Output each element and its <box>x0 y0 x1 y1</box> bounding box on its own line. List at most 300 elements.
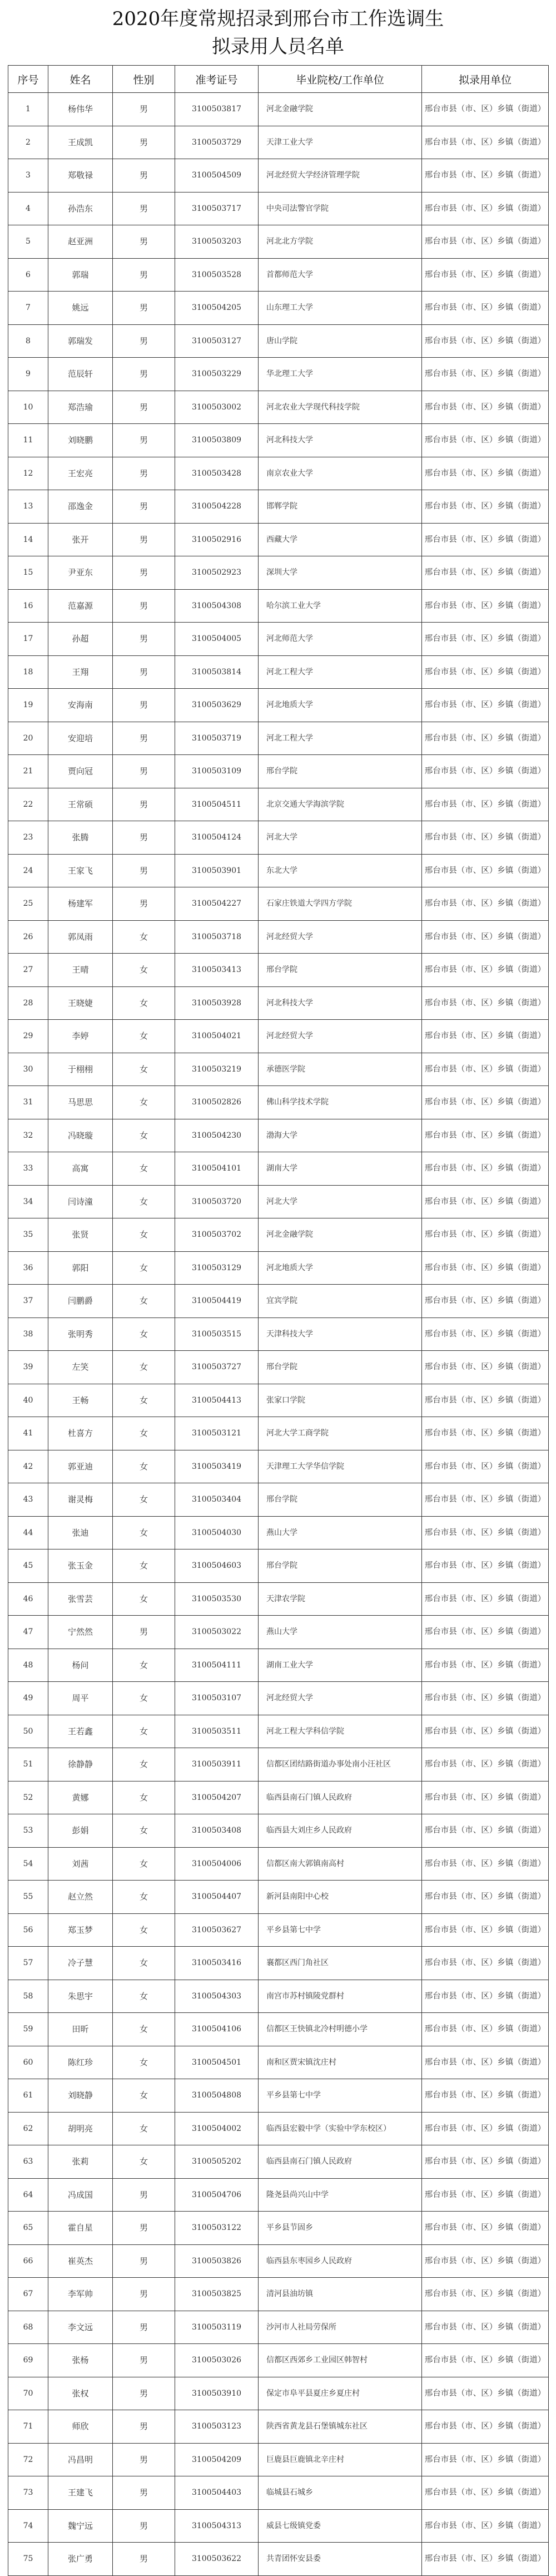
table-row <box>8 887 549 921</box>
row-assigned-unit: 邢台市县（市、区）乡镇（街道） <box>422 1417 549 1450</box>
row-school: 临西县南石门镇人民政府 <box>259 2145 422 2179</box>
table-row <box>8 2112 549 2145</box>
row-assigned-unit: 邢台市县（市、区）乡镇（街道） <box>422 126 549 159</box>
row-index: 50 <box>8 1715 48 1748</box>
table-row <box>8 523 549 556</box>
row-index: 64 <box>8 2178 48 2212</box>
row-index: 45 <box>8 1549 48 1583</box>
row-ticket-number: 3100505202 <box>175 2145 259 2179</box>
row-assigned-unit: 邢台市县（市、区）乡镇（街道） <box>422 986 549 1020</box>
row-assigned-unit: 邢台市县（市、区）乡镇（街道） <box>422 225 549 259</box>
row-ticket-number: 3100504101 <box>175 1152 259 1186</box>
row-school: 巨鹿县巨鹿镇北辛庄村 <box>259 2443 422 2476</box>
row-school: 河北大学 <box>259 821 422 855</box>
row-assigned-unit: 邢台市县（市、区）乡镇（街道） <box>422 2311 549 2344</box>
row-index: 38 <box>8 1317 48 1351</box>
row-assigned-unit: 邢台市县（市、区）乡镇（街道） <box>422 1616 549 1649</box>
row-name: 张玉金 <box>48 1549 113 1583</box>
row-index: 41 <box>8 1417 48 1450</box>
row-gender: 女 <box>113 986 175 1020</box>
row-index: 6 <box>8 258 48 292</box>
row-gender: 男 <box>113 788 175 821</box>
row-school: 天津工业大学 <box>259 126 422 159</box>
row-assigned-unit: 邢台市县（市、区）乡镇（街道） <box>422 292 549 325</box>
row-ticket-number: 3100503629 <box>175 689 259 722</box>
row-school: 河北师范大学 <box>259 623 422 656</box>
row-school: 河北北方学院 <box>259 225 422 259</box>
table-row <box>8 722 549 755</box>
row-name: 王翔 <box>48 655 113 689</box>
row-assigned-unit: 邢台市县（市、区）乡镇（街道） <box>422 1847 549 1881</box>
row-name: 姚远 <box>48 292 113 325</box>
row-name: 邵逸金 <box>48 490 113 524</box>
row-name: 郭瑞 <box>48 258 113 292</box>
row-ticket-number: 3100504005 <box>175 623 259 656</box>
row-ticket-number: 3100504501 <box>175 2046 259 2079</box>
row-ticket-number: 3100503022 <box>175 1616 259 1649</box>
row-assigned-unit: 邢台市县（市、区）乡镇（街道） <box>422 1317 549 1351</box>
row-index: 54 <box>8 1847 48 1881</box>
table-row <box>8 1682 549 1715</box>
row-ticket-number: 3100503729 <box>175 126 259 159</box>
col-header-ticket: 准考证号 <box>175 66 259 93</box>
row-index: 17 <box>8 623 48 656</box>
row-school: 河北金融学院 <box>259 1218 422 1252</box>
row-index: 42 <box>8 1450 48 1483</box>
row-ticket-number: 3100503727 <box>175 1351 259 1384</box>
row-index: 71 <box>8 2410 48 2444</box>
row-name: 范嘉源 <box>48 589 113 623</box>
row-school: 邯郸学院 <box>259 490 422 524</box>
row-ticket-number: 3100503528 <box>175 258 259 292</box>
table-row <box>8 1947 549 1980</box>
row-index: 1 <box>8 93 48 126</box>
row-ticket-number: 3100502923 <box>175 556 259 590</box>
row-name: 张开 <box>48 523 113 556</box>
row-ticket-number: 3100504106 <box>175 2013 259 2046</box>
row-name: 谢灵梅 <box>48 1483 113 1517</box>
row-gender: 女 <box>113 1582 175 1616</box>
row-assigned-unit: 邢台市县（市、区）乡镇（街道） <box>422 93 549 126</box>
row-assigned-unit: 邢台市县（市、区）乡镇（街道） <box>422 1086 549 1119</box>
row-ticket-number: 3100503718 <box>175 920 259 954</box>
row-gender: 女 <box>113 1119 175 1152</box>
row-gender: 男 <box>113 490 175 524</box>
table-row <box>8 1582 549 1616</box>
row-ticket-number: 3100502826 <box>175 1086 259 1119</box>
row-index: 40 <box>8 1384 48 1417</box>
row-name: 孙浩东 <box>48 192 113 225</box>
row-assigned-unit: 邢台市县（市、区）乡镇（街道） <box>422 2377 549 2410</box>
row-name: 陈红珍 <box>48 2046 113 2079</box>
table-row <box>8 2377 549 2410</box>
row-ticket-number: 3100504002 <box>175 2112 259 2145</box>
row-school: 河北地质大学 <box>259 1251 422 1285</box>
table-row <box>8 2443 549 2476</box>
row-ticket-number: 3100503717 <box>175 192 259 225</box>
row-index: 18 <box>8 655 48 689</box>
row-school: 湖南工业大学 <box>259 1649 422 1682</box>
row-index: 73 <box>8 2476 48 2510</box>
row-name: 于栩栩 <box>48 1053 113 1086</box>
row-index: 60 <box>8 2046 48 2079</box>
table-row <box>8 2212 549 2245</box>
row-name: 左笑 <box>48 1351 113 1384</box>
table-row <box>8 457 549 490</box>
table-row <box>8 1980 549 2013</box>
row-gender: 男 <box>113 2212 175 2245</box>
row-index: 59 <box>8 2013 48 2046</box>
row-index: 16 <box>8 589 48 623</box>
row-index: 28 <box>8 986 48 1020</box>
col-header-index: 序号 <box>8 66 48 93</box>
row-gender: 男 <box>113 523 175 556</box>
row-index: 21 <box>8 755 48 788</box>
row-ticket-number: 3100503121 <box>175 1417 259 1450</box>
table-row <box>8 93 549 126</box>
row-assigned-unit: 邢台市县（市、区）乡镇（街道） <box>422 755 549 788</box>
row-index: 34 <box>8 1185 48 1218</box>
row-index: 30 <box>8 1053 48 1086</box>
row-assigned-unit: 邢台市县（市、区）乡镇（街道） <box>422 2013 549 2046</box>
row-school: 临西县东枣园乡人民政府 <box>259 2244 422 2278</box>
row-gender: 女 <box>113 954 175 987</box>
table-row <box>8 1417 549 1450</box>
row-name: 魏宁远 <box>48 2509 113 2543</box>
row-name: 王宏亮 <box>48 457 113 490</box>
row-gender: 女 <box>113 1384 175 1417</box>
row-school: 河北大学 <box>259 1185 422 1218</box>
row-school: 唐山学院 <box>259 324 422 358</box>
row-index: 2 <box>8 126 48 159</box>
row-name: 冯昌明 <box>48 2443 113 2476</box>
row-school: 河北科技大学 <box>259 986 422 1020</box>
row-gender: 男 <box>113 126 175 159</box>
row-assigned-unit: 邢台市县（市、区）乡镇（街道） <box>422 523 549 556</box>
row-gender: 男 <box>113 689 175 722</box>
row-name: 孙超 <box>48 623 113 656</box>
row-name: 冯晓璇 <box>48 1119 113 1152</box>
row-name: 朱思宇 <box>48 1980 113 2013</box>
table-row <box>8 358 549 391</box>
row-index: 12 <box>8 457 48 490</box>
row-assigned-unit: 邢台市县（市、区）乡镇（街道） <box>422 490 549 524</box>
row-assigned-unit: 邢台市县（市、区）乡镇（街道） <box>422 324 549 358</box>
row-name: 王建飞 <box>48 2476 113 2510</box>
row-assigned-unit: 邢台市县（市、区）乡镇（街道） <box>422 192 549 225</box>
row-assigned-unit: 邢台市县（市、区）乡镇（街道） <box>422 1582 549 1616</box>
row-index: 29 <box>8 1020 48 1053</box>
row-assigned-unit: 邢台市县（市、区）乡镇（街道） <box>422 1251 549 1285</box>
row-assigned-unit: 邢台市县（市、区）乡镇（街道） <box>422 1450 549 1483</box>
row-gender: 男 <box>113 358 175 391</box>
table-row <box>8 2543 549 2576</box>
row-name: 郭凤雨 <box>48 920 113 954</box>
row-gender: 女 <box>113 1450 175 1483</box>
row-ticket-number: 3100504403 <box>175 2476 259 2510</box>
row-index: 7 <box>8 292 48 325</box>
row-index: 44 <box>8 1516 48 1549</box>
row-school: 中央司法警官学院 <box>259 192 422 225</box>
row-gender: 女 <box>113 1748 175 1782</box>
row-school: 信都区团结路街道办事处南小汪社区 <box>259 1748 422 1782</box>
row-name: 冷子慧 <box>48 1947 113 1980</box>
row-school: 天津农学院 <box>259 1582 422 1616</box>
row-school: 沙河市人社局劳保所 <box>259 2311 422 2344</box>
row-assigned-unit: 邢台市县（市、区）乡镇（街道） <box>422 1549 549 1583</box>
row-gender: 男 <box>113 159 175 193</box>
row-school: 信都区西郊乡工业园区韩智村 <box>259 2344 422 2377</box>
table-row <box>8 655 549 689</box>
table-row <box>8 1152 549 1186</box>
row-name: 王成凯 <box>48 126 113 159</box>
row-index: 31 <box>8 1086 48 1119</box>
table-row <box>8 159 549 193</box>
row-gender: 女 <box>113 1881 175 1914</box>
row-name: 郭亚迪 <box>48 1450 113 1483</box>
row-assigned-unit: 邢台市县（市、区）乡镇（街道） <box>422 2344 549 2377</box>
row-assigned-unit: 邢台市县（市、区）乡镇（街道） <box>422 821 549 855</box>
row-gender: 女 <box>113 1781 175 1814</box>
row-ticket-number: 3100503123 <box>175 2410 259 2444</box>
row-name: 李文远 <box>48 2311 113 2344</box>
row-school: 临西县南石门镇人民政府 <box>259 1781 422 1814</box>
row-school: 天津科技大学 <box>259 1317 422 1351</box>
row-school: 清河县油坊镇 <box>259 2278 422 2311</box>
row-name: 高寓 <box>48 1152 113 1186</box>
row-ticket-number: 3100504603 <box>175 1549 259 1583</box>
row-ticket-number: 3100504030 <box>175 1516 259 1549</box>
row-school: 邢台学院 <box>259 1549 422 1583</box>
row-name: 郑敬禄 <box>48 159 113 193</box>
row-index: 75 <box>8 2543 48 2576</box>
table-row <box>8 1913 549 1947</box>
row-school: 临城县石城乡 <box>259 2476 422 2510</box>
row-assigned-unit: 邢台市县（市、区）乡镇（街道） <box>422 424 549 457</box>
row-index: 68 <box>8 2311 48 2344</box>
row-ticket-number: 3100504706 <box>175 2178 259 2212</box>
row-assigned-unit: 邢台市县（市、区）乡镇（街道） <box>422 655 549 689</box>
row-school: 河北科技大学 <box>259 424 422 457</box>
row-index: 52 <box>8 1781 48 1814</box>
row-school: 信都区王快镇北冷村明德小学 <box>259 2013 422 2046</box>
table-row <box>8 954 549 987</box>
row-name: 王家飞 <box>48 854 113 887</box>
row-school: 天津理工大学华信学院 <box>259 1450 422 1483</box>
row-index: 61 <box>8 2079 48 2113</box>
row-ticket-number: 3100503515 <box>175 1317 259 1351</box>
row-ticket-number: 3100503408 <box>175 1814 259 1848</box>
row-index: 47 <box>8 1616 48 1649</box>
row-name: 赵立然 <box>48 1881 113 1914</box>
row-index: 37 <box>8 1285 48 1318</box>
row-gender: 男 <box>113 2278 175 2311</box>
row-ticket-number: 3100503720 <box>175 1185 259 1218</box>
row-ticket-number: 3100503928 <box>175 986 259 1020</box>
document-subtitle: 拟录用人员名单 <box>212 36 344 58</box>
row-ticket-number: 3100503627 <box>175 1913 259 1947</box>
table-row <box>8 192 549 225</box>
row-gender: 女 <box>113 1053 175 1086</box>
row-ticket-number: 3100503809 <box>175 424 259 457</box>
table-row <box>8 1185 549 1218</box>
row-assigned-unit: 邢台市县（市、区）乡镇（街道） <box>422 391 549 424</box>
row-school: 北京交通大学海滨学院 <box>259 788 422 821</box>
row-gender: 女 <box>113 1152 175 1186</box>
table-row <box>8 1450 549 1483</box>
row-ticket-number: 3100504808 <box>175 2079 259 2113</box>
table-row <box>8 986 549 1020</box>
row-gender: 男 <box>113 655 175 689</box>
row-assigned-unit: 邢台市县（市、区）乡镇（街道） <box>422 2443 549 2476</box>
row-gender: 女 <box>113 1649 175 1682</box>
row-index: 27 <box>8 954 48 987</box>
row-name: 杨伟华 <box>48 93 113 126</box>
row-gender: 女 <box>113 1285 175 1318</box>
row-name: 彭娟 <box>48 1814 113 1848</box>
row-ticket-number: 3100503219 <box>175 1053 259 1086</box>
row-gender: 男 <box>113 225 175 259</box>
row-assigned-unit: 邢台市县（市、区）乡镇（街道） <box>422 920 549 954</box>
row-gender: 女 <box>113 1218 175 1252</box>
row-school: 保定市阜平县夏庄乡夏庄村 <box>259 2377 422 2410</box>
table-row <box>8 2278 549 2311</box>
row-name: 张雪芸 <box>48 1582 113 1616</box>
table-row <box>8 2079 549 2113</box>
table-row <box>8 1086 549 1119</box>
row-ticket-number: 3100503413 <box>175 954 259 987</box>
row-school: 张家口学院 <box>259 1384 422 1417</box>
row-name: 张广勇 <box>48 2543 113 2576</box>
row-assigned-unit: 邢台市县（市、区）乡镇（街道） <box>422 1781 549 1814</box>
row-index: 10 <box>8 391 48 424</box>
table-row <box>8 2244 549 2278</box>
table-row <box>8 1616 549 1649</box>
row-assigned-unit: 邢台市县（市、区）乡镇（街道） <box>422 2046 549 2079</box>
row-assigned-unit: 邢台市县（市、区）乡镇（街道） <box>422 1980 549 2013</box>
row-assigned-unit: 邢台市县（市、区）乡镇（街道） <box>422 2212 549 2245</box>
row-index: 3 <box>8 159 48 193</box>
row-school: 承德医学院 <box>259 1053 422 1086</box>
row-school: 河北经贸大学 <box>259 1682 422 1715</box>
row-index: 25 <box>8 887 48 921</box>
row-gender: 男 <box>113 2311 175 2344</box>
row-school: 威县七级镇党委 <box>259 2509 422 2543</box>
row-index: 22 <box>8 788 48 821</box>
row-gender: 男 <box>113 93 175 126</box>
row-name: 张腾 <box>48 821 113 855</box>
row-name: 张迪 <box>48 1516 113 1549</box>
table-row <box>8 2178 549 2212</box>
row-school: 渤海大学 <box>259 1119 422 1152</box>
row-name: 张明秀 <box>48 1317 113 1351</box>
row-school: 佛山科学技术学院 <box>259 1086 422 1119</box>
row-ticket-number: 3100503530 <box>175 1582 259 1616</box>
row-name: 周平 <box>48 1682 113 1715</box>
table-header-row <box>8 66 549 93</box>
table-row <box>8 391 549 424</box>
row-ticket-number: 3100503404 <box>175 1483 259 1517</box>
row-index: 58 <box>8 1980 48 2013</box>
row-assigned-unit: 邢台市县（市、区）乡镇（街道） <box>422 457 549 490</box>
row-gender: 女 <box>113 1980 175 2013</box>
row-name: 冯成国 <box>48 2178 113 2212</box>
row-assigned-unit: 邢台市县（市、区）乡镇（街道） <box>422 788 549 821</box>
row-school: 襄都区西门角社区 <box>259 1947 422 1980</box>
row-gender: 女 <box>113 1682 175 1715</box>
row-gender: 男 <box>113 556 175 590</box>
row-assigned-unit: 邢台市县（市、区）乡镇（街道） <box>422 2278 549 2311</box>
row-school: 邢台学院 <box>259 1351 422 1384</box>
row-assigned-unit: 邢台市县（市、区）乡镇（街道） <box>422 556 549 590</box>
row-school: 河北大学工商学院 <box>259 1417 422 1450</box>
row-gender: 男 <box>113 2476 175 2510</box>
row-assigned-unit: 邢台市县（市、区）乡镇（街道） <box>422 1748 549 1782</box>
row-index: 70 <box>8 2377 48 2410</box>
row-school: 平乡县节固乡 <box>259 2212 422 2245</box>
row-index: 24 <box>8 854 48 887</box>
row-index: 46 <box>8 1582 48 1616</box>
row-ticket-number: 3100504407 <box>175 1881 259 1914</box>
row-assigned-unit: 邢台市县（市、区）乡镇（街道） <box>422 1053 549 1086</box>
row-assigned-unit: 邢台市县（市、区）乡镇（街道） <box>422 2079 549 2113</box>
table-row <box>8 1715 549 1748</box>
table-row <box>8 2145 549 2179</box>
row-school: 南京农业大学 <box>259 457 422 490</box>
row-assigned-unit: 邢台市县（市、区）乡镇（街道） <box>422 689 549 722</box>
row-gender: 女 <box>113 1086 175 1119</box>
row-name: 安海南 <box>48 689 113 722</box>
row-name: 崔英杰 <box>48 2244 113 2278</box>
row-ticket-number: 3100503511 <box>175 1715 259 1748</box>
row-name: 李军帅 <box>48 2278 113 2311</box>
row-school: 新河县南阳中心校 <box>259 1881 422 1914</box>
row-ticket-number: 3100503901 <box>175 854 259 887</box>
table-row <box>8 1781 549 1814</box>
row-school: 河北工程大学科信学院 <box>259 1715 422 1748</box>
row-gender: 女 <box>113 1251 175 1285</box>
row-name: 张权 <box>48 2377 113 2410</box>
table-row <box>8 1317 549 1351</box>
row-index: 11 <box>8 424 48 457</box>
row-index: 20 <box>8 722 48 755</box>
row-index: 8 <box>8 324 48 358</box>
row-name: 刘茜 <box>48 1847 113 1881</box>
row-name: 张贤 <box>48 1218 113 1252</box>
row-school: 南宫市苏村镇陵党群村 <box>259 1980 422 2013</box>
table-row <box>8 1351 549 1384</box>
row-school: 邢台学院 <box>259 1483 422 1517</box>
table-row <box>8 1020 549 1053</box>
row-ticket-number: 3100504111 <box>175 1649 259 1682</box>
row-index: 43 <box>8 1483 48 1517</box>
row-assigned-unit: 邢台市县（市、区）乡镇（街道） <box>422 2476 549 2510</box>
row-assigned-unit: 邢台市县（市、区）乡镇（街道） <box>422 1218 549 1252</box>
row-name: 郑玉梦 <box>48 1913 113 1947</box>
col-header-unit: 拟录用单位 <box>422 66 549 93</box>
row-gender: 男 <box>113 2509 175 2543</box>
table-row <box>8 1814 549 1848</box>
row-assigned-unit: 邢台市县（市、区）乡镇（街道） <box>422 1384 549 1417</box>
row-index: 15 <box>8 556 48 590</box>
row-name: 徐静静 <box>48 1748 113 1782</box>
row-assigned-unit: 邢台市县（市、区）乡镇（街道） <box>422 2543 549 2576</box>
row-ticket-number: 3100503229 <box>175 358 259 391</box>
row-gender: 男 <box>113 1616 175 1649</box>
row-index: 26 <box>8 920 48 954</box>
row-ticket-number: 3100504205 <box>175 292 259 325</box>
row-ticket-number: 3100504006 <box>175 1847 259 1881</box>
